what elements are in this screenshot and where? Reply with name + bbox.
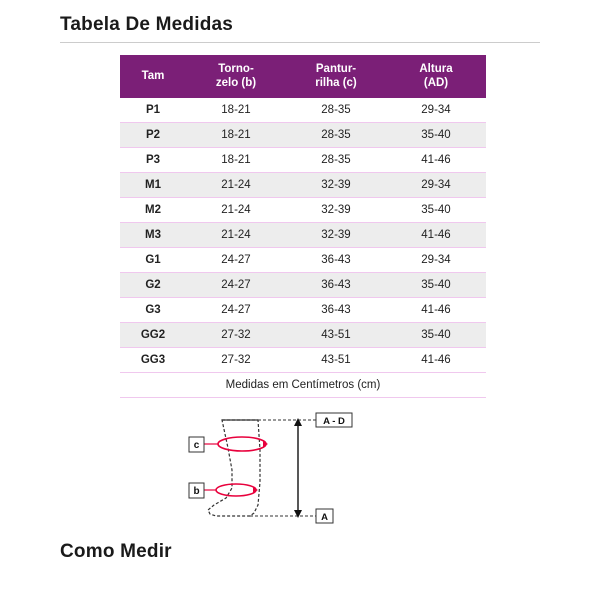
cell-size: M3: [120, 222, 186, 247]
table-body: [120, 98, 486, 398]
cell-calf: 28-35: [286, 147, 386, 172]
cell-calf: 28-35: [286, 122, 386, 147]
table-row: [120, 272, 486, 297]
section-title-how-to-measure: Como Medir: [60, 540, 172, 562]
cell-height: 41-46: [386, 222, 486, 247]
page-title: Tabela De Medidas: [60, 14, 234, 35]
table-header-row: [120, 55, 486, 98]
cell-calf: 36-43: [286, 247, 386, 272]
cell-size: G2: [120, 272, 186, 297]
cell-ankle: 24-27: [186, 247, 286, 272]
table-row: [120, 122, 486, 147]
cell-size: P3: [120, 147, 186, 172]
column-header-ankle: Torno- zelo (b): [186, 55, 286, 98]
cell-ankle: 24-27: [186, 272, 286, 297]
table-row: [120, 247, 486, 272]
table-footer-row: [120, 372, 486, 397]
column-header-calf: Pantur- rilha (c): [286, 55, 386, 98]
cell-height: 35-40: [386, 122, 486, 147]
cell-calf: 36-43: [286, 272, 386, 297]
cell-calf: 28-35: [286, 98, 386, 123]
measurement-diagram: [170, 410, 430, 535]
cell-size: M1: [120, 172, 186, 197]
cell-calf: 32-39: [286, 197, 386, 222]
cell-height: 35-40: [386, 322, 486, 347]
column-header-height: Altura (AD): [386, 55, 486, 98]
measurement-unit-note: Medidas em Centímetros (cm): [120, 372, 486, 397]
cell-size: GG2: [120, 322, 186, 347]
cell-size: M2: [120, 197, 186, 222]
height-bottom-label-text: A: [321, 511, 328, 523]
table-row: [120, 98, 486, 123]
size-table: [120, 55, 486, 398]
ankle-label: [189, 483, 204, 498]
table-row: [120, 147, 486, 172]
cell-calf: 36-43: [286, 297, 386, 322]
table-row: [120, 322, 486, 347]
cell-height: 29-34: [386, 247, 486, 272]
cell-calf: 43-51: [286, 322, 386, 347]
cell-ankle: 24-27: [186, 297, 286, 322]
calf-label: [189, 437, 204, 452]
cell-height: 29-34: [386, 172, 486, 197]
cell-height: 35-40: [386, 197, 486, 222]
cell-ankle: 21-24: [186, 172, 286, 197]
cell-size: GG3: [120, 347, 186, 372]
table-row: [120, 347, 486, 372]
table-row: [120, 297, 486, 322]
cell-height: 29-34: [386, 98, 486, 123]
title-divider: [60, 42, 540, 43]
cell-calf: 32-39: [286, 222, 386, 247]
height-dimension: [250, 418, 320, 518]
column-header-tam: Tam: [120, 55, 186, 98]
cell-size: P2: [120, 122, 186, 147]
cell-height: 41-46: [386, 147, 486, 172]
cell-calf: 32-39: [286, 172, 386, 197]
height-top-label-text: A - D: [323, 415, 345, 427]
table-row: [120, 172, 486, 197]
height-bottom-label: [316, 509, 333, 523]
cell-height: 35-40: [386, 272, 486, 297]
leg-silhouette: [208, 420, 260, 516]
cell-height: 41-46: [386, 347, 486, 372]
cell-size: G1: [120, 247, 186, 272]
leg-diagram-svg: [170, 410, 430, 535]
height-top-label: [316, 413, 352, 427]
cell-size: G3: [120, 297, 186, 322]
cell-ankle: 27-32: [186, 322, 286, 347]
cell-ankle: 18-21: [186, 98, 286, 123]
ankle-label-text: b: [193, 485, 200, 497]
cell-ankle: 18-21: [186, 122, 286, 147]
calf-label-text: c: [193, 439, 200, 451]
cell-ankle: 21-24: [186, 197, 286, 222]
cell-ankle: 18-21: [186, 147, 286, 172]
cell-ankle: 21-24: [186, 222, 286, 247]
table-row: [120, 222, 486, 247]
cell-ankle: 27-32: [186, 347, 286, 372]
cell-calf: 43-51: [286, 347, 386, 372]
table-row: [120, 197, 486, 222]
cell-size: P1: [120, 98, 186, 123]
cell-height: 41-46: [386, 297, 486, 322]
table-head: [120, 55, 486, 98]
